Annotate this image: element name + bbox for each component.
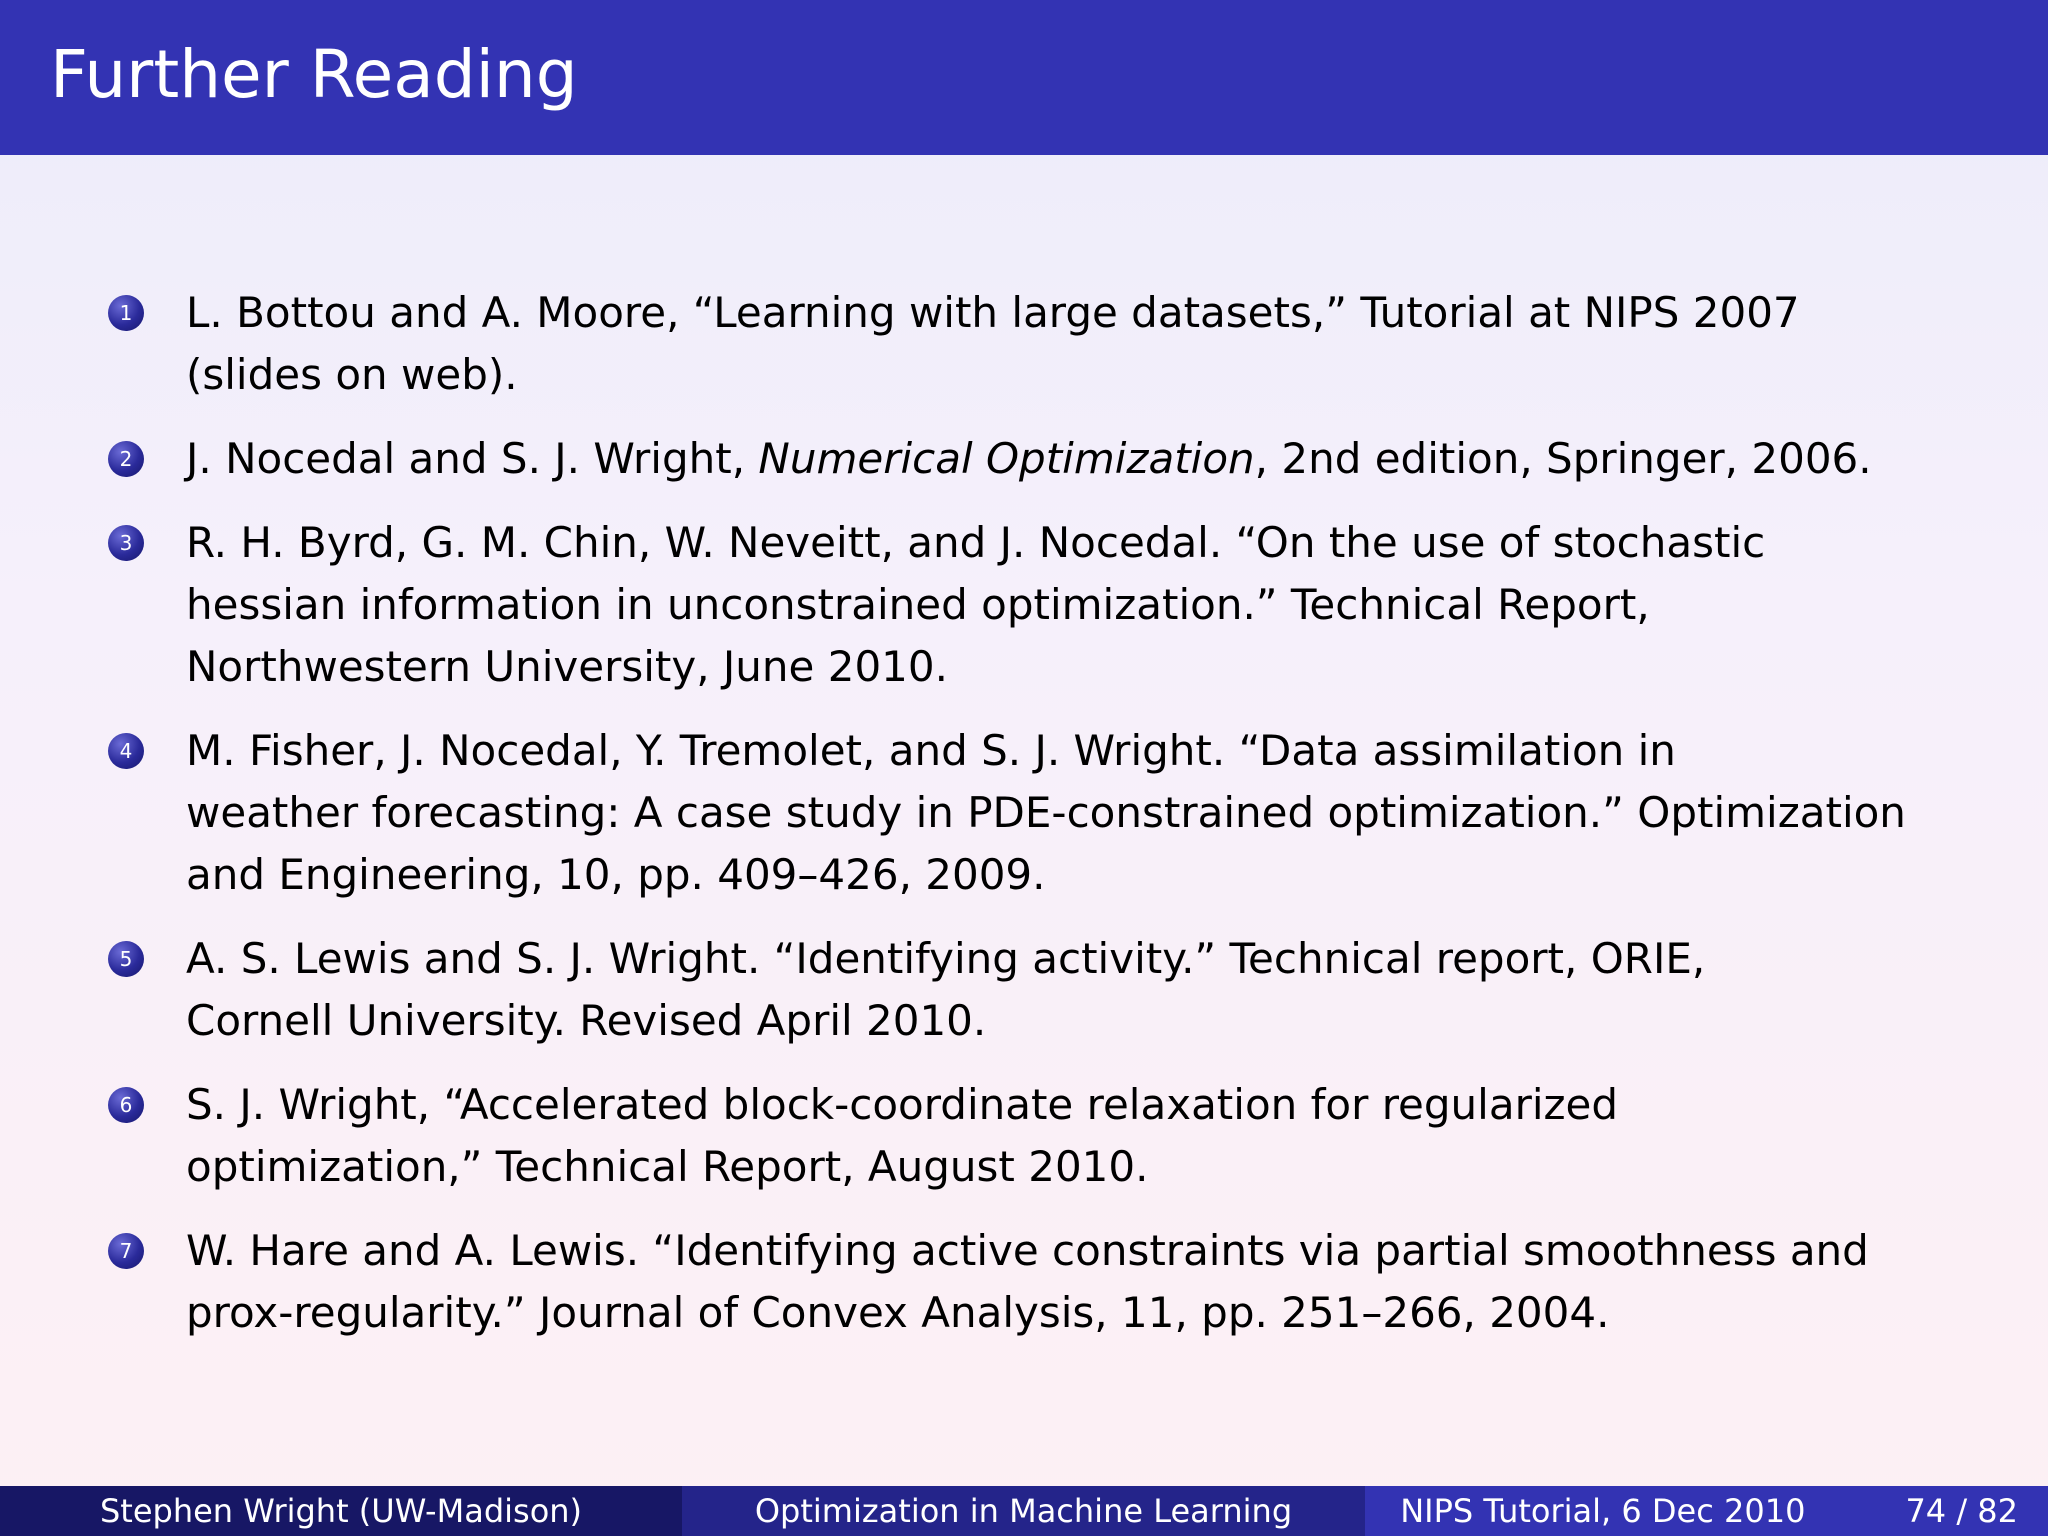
reference-text-line: M. Fisher, J. Nocedal, Y. Tremolet, and S. J. Wright. “Data assimilation in [186, 726, 1676, 775]
reference-item [0, 720, 2026, 906]
reference-text-line: hessian information in unconstrained optimization.” Technical Report, [186, 580, 1650, 629]
reference-number-badge: 2 [108, 441, 144, 477]
reference-text-line [186, 428, 2026, 490]
reference-number-badge: 3 [108, 525, 144, 561]
reference-number-badge: 6 [108, 1087, 144, 1123]
reference-text-line: prox-regularity.” Journal of Convex Analysis, 11, pp. 251–266, 2004. [186, 1288, 1610, 1337]
reference-text-line: R. H. Byrd, G. M. Chin, W. Neveitt, and J. Nocedal. “On the use of stochastic [186, 518, 1766, 567]
reference-number-badge: 5 [108, 941, 144, 977]
reference-number-badge: 1 [108, 295, 144, 331]
reference-item [0, 928, 2026, 1052]
reference-text-line: weather forecasting: A case study in PDE-constrained optimization.” Optimization [186, 788, 1906, 837]
footer-venue: NIPS Tutorial, 6 Dec 2010 [1400, 1492, 1806, 1530]
reference-item [0, 282, 2026, 406]
reference-item [0, 1220, 2026, 1344]
reference-text: , 2nd edition, Springer, 2006. [1254, 434, 1872, 483]
page-title: Further Reading [50, 36, 578, 113]
reference-text-line: A. S. Lewis and S. J. Wright. “Identifying activity.” Technical report, ORIE, [186, 934, 1706, 983]
title-bar [0, 0, 2048, 155]
reference-item [0, 428, 2026, 490]
footer-talk-title: Optimization in Machine Learning [682, 1486, 1365, 1536]
page-number: 74 / 82 [1905, 1492, 2018, 1530]
footer-bar [0, 1486, 2048, 1536]
reference-text-line: optimization,” Technical Report, August 2010. [186, 1142, 1149, 1191]
reference-text-line: and Engineering, 10, pp. 409–426, 2009. [186, 850, 1046, 899]
reference-text: J. Nocedal and S. J. Wright, [186, 434, 759, 483]
reference-item [0, 1074, 2026, 1198]
reference-number-badge: 4 [108, 733, 144, 769]
reference-text-line: (slides on web). [186, 350, 518, 399]
reference-book-title: Numerical Optimization [758, 434, 1255, 483]
reference-number-badge: 7 [108, 1233, 144, 1269]
reference-text-line: Cornell University. Revised April 2010. [186, 996, 987, 1045]
footer-right-section [1365, 1486, 2048, 1536]
reference-text-line: Northwestern University, June 2010. [186, 642, 948, 691]
reference-item [0, 512, 2026, 698]
footer-author: Stephen Wright (UW-Madison) [0, 1486, 682, 1536]
reference-list [0, 282, 2048, 1366]
reference-text-line: W. Hare and A. Lewis. “Identifying active constraints via partial smoothness and [186, 1226, 1869, 1275]
reference-text-line: S. J. Wright, “Accelerated block-coordinate relaxation for regularized [186, 1080, 1619, 1129]
reference-text-line: L. Bottou and A. Moore, “Learning with large datasets,” Tutorial at NIPS 2007 [186, 288, 1800, 337]
